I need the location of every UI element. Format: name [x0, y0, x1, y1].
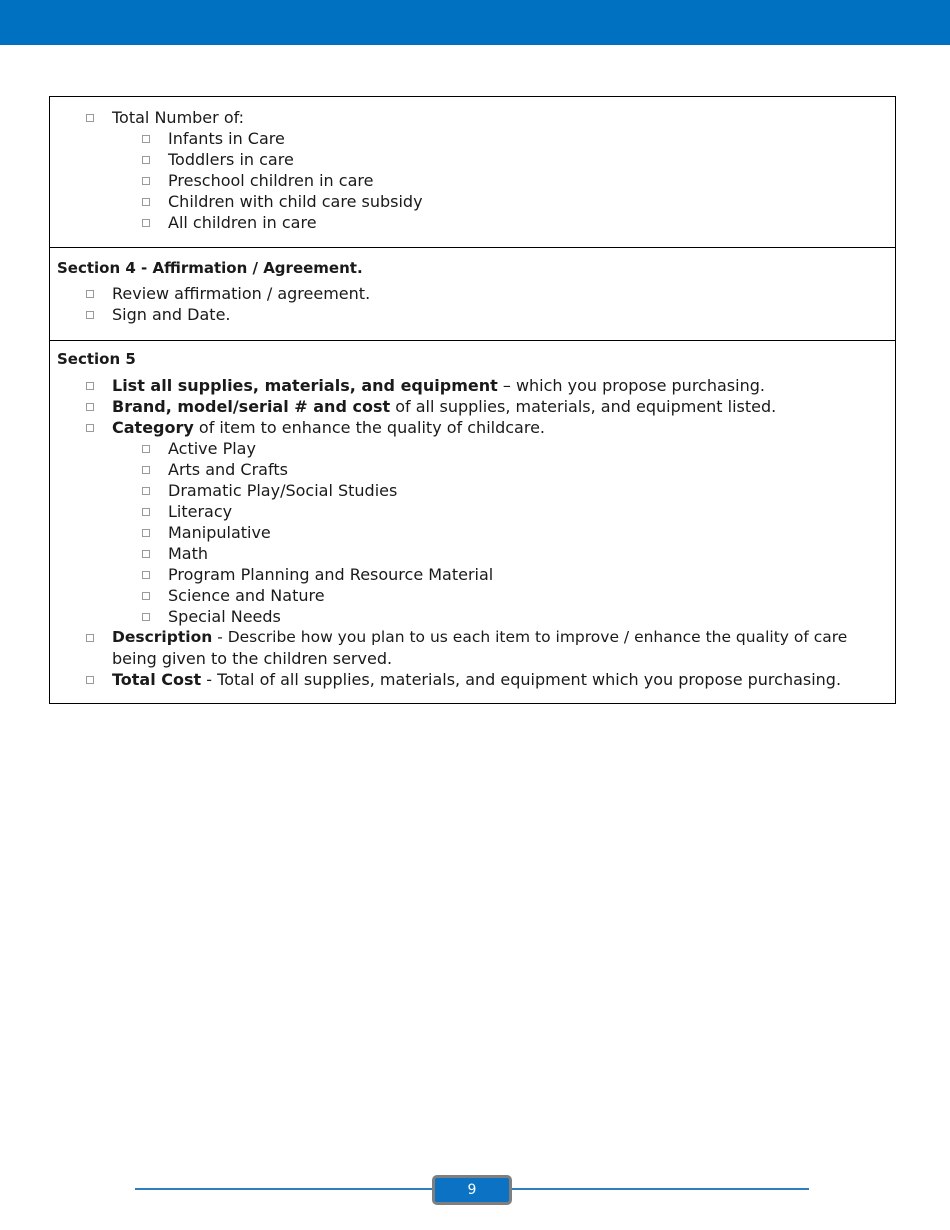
section-4-cell: [50, 247, 895, 340]
checkbox-icon: [142, 156, 150, 164]
checkbox-icon: [86, 424, 94, 432]
checklist-item: [112, 669, 841, 690]
item-label: Math: [168, 544, 209, 563]
checklist-subitem: [168, 212, 317, 233]
item-bold-label: Total Cost: [112, 670, 202, 689]
checklist-subitem: [168, 191, 423, 212]
page-number-badge: 9: [432, 1175, 512, 1205]
item-label: Children with child care subsidy: [168, 192, 423, 211]
checkbox-icon: [86, 403, 94, 411]
checklist-subitem: [168, 170, 373, 191]
checkbox-icon: [86, 382, 94, 390]
checkbox-icon: [142, 550, 150, 558]
item-label: Sign and Date.: [112, 305, 231, 324]
category-subitem: [168, 606, 281, 627]
item-label: Literacy: [168, 502, 233, 521]
item-label: - Describe how you plan to us each item to improve / enhance the quality of care: [212, 628, 848, 646]
checkbox-icon: [142, 466, 150, 474]
item-bold-label: Brand, model/serial # and cost: [112, 397, 391, 416]
checkbox-icon: [86, 114, 94, 122]
category-subitem: [168, 501, 232, 522]
item-label: of item to enhance the quality of childcare.: [193, 418, 545, 437]
header-band: [0, 0, 950, 45]
item-bold-label: List all supplies, materials, and equipment: [112, 376, 498, 395]
item-bold-label: Category: [112, 418, 194, 437]
item-label: Manipulative: [168, 523, 271, 542]
checklist-item: [112, 304, 231, 325]
checklist-item-continuation: [112, 648, 392, 669]
checklist-subitem: [168, 128, 285, 149]
checkbox-icon: [142, 613, 150, 621]
footer-rule-right: [512, 1188, 809, 1190]
checkbox-icon: [86, 676, 94, 684]
category-subitem: [168, 438, 256, 459]
checkbox-icon: [86, 311, 94, 319]
item-label: Dramatic Play/Social Studies: [168, 481, 398, 500]
item-bold-label: Description: [112, 628, 213, 646]
checklist-item: [112, 417, 545, 438]
item-label: – which you propose purchasing.: [497, 376, 765, 395]
section-5-cell: [50, 340, 895, 703]
item-label: Active Play: [168, 439, 256, 458]
category-subitem: [168, 585, 325, 606]
item-label: All children in care: [168, 213, 317, 232]
item-label: Total Number of:: [112, 108, 245, 127]
checkbox-icon: [142, 571, 150, 579]
checklist-table: [49, 96, 896, 704]
checkbox-icon: [142, 592, 150, 600]
checklist-item: [112, 396, 776, 417]
category-subitem: [168, 480, 397, 501]
section-5-heading: Section 5: [57, 350, 136, 368]
category-subitem: [168, 543, 208, 564]
checklist-item: [112, 375, 765, 396]
footer-rule-left: [135, 1188, 432, 1190]
item-label: being given to the children served.: [112, 649, 393, 668]
item-label: Review affirmation / agreement.: [112, 284, 371, 303]
item-label: Infants in Care: [168, 129, 285, 148]
checklist-subitem: [168, 149, 294, 170]
item-label: Special Needs: [168, 607, 281, 626]
checkbox-icon: [142, 445, 150, 453]
checkbox-icon: [142, 198, 150, 206]
checkbox-icon: [142, 135, 150, 143]
checklist-item: [112, 107, 244, 128]
checklist-item: [112, 627, 847, 648]
category-subitem: [168, 564, 493, 585]
checkbox-icon: [86, 634, 94, 642]
item-label: Toddlers in care: [168, 150, 294, 169]
item-label: Arts and Crafts: [168, 460, 288, 479]
category-subitem: [168, 522, 271, 543]
item-label: Program Planning and Resource Material: [168, 565, 494, 584]
checkbox-icon: [142, 508, 150, 516]
item-label: of all supplies, materials, and equipment listed.: [390, 397, 777, 416]
item-label: Preschool children in care: [168, 171, 374, 190]
checkbox-icon: [142, 219, 150, 227]
checkbox-icon: [142, 529, 150, 537]
section-3-cell: [50, 97, 895, 247]
item-label: - Total of all supplies, materials, and equipment which you propose purchasing.: [201, 670, 842, 689]
checkbox-icon: [86, 290, 94, 298]
item-label: Science and Nature: [168, 586, 325, 605]
checklist-item: [112, 283, 370, 304]
checkbox-icon: [142, 177, 150, 185]
category-subitem: [168, 459, 288, 480]
section-4-heading: Section 4 - Affirmation / Agreement.: [57, 259, 363, 277]
checkbox-icon: [142, 487, 150, 495]
